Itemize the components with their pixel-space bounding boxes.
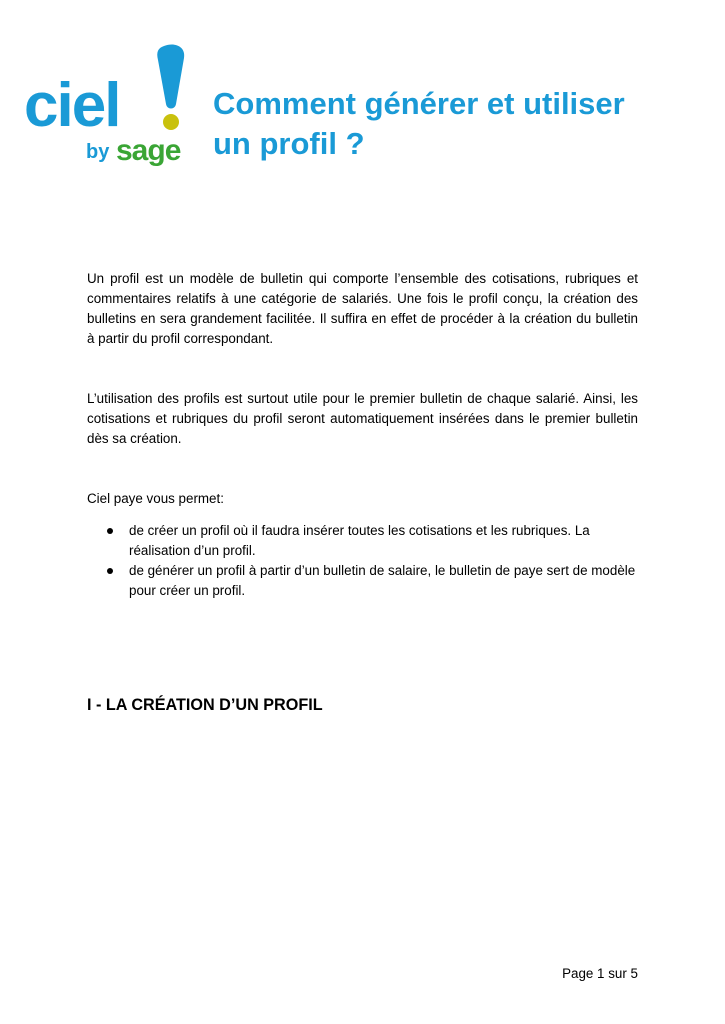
ciel-by-sage-logo bbox=[24, 42, 194, 172]
logo-by-text: by bbox=[86, 141, 110, 163]
page-title bbox=[213, 84, 683, 164]
intro-paragraph: Un profil est un modèle de bulletin qui comporte l’ensemble des cotisations, rubriques et commentaires relatifs à une catégorie de salariés. Une fois le profil conçu, la création des bulletins en sera grandement facilitée. Il suffira en effet de procéder à la création du bulletin à partir du profil correspondant. bbox=[87, 271, 638, 346]
document-body bbox=[87, 269, 638, 601]
logo-graphic bbox=[24, 42, 194, 172]
usage-paragraph: L’utilisation des profils est surtout utile pour le premier bulletin de chaque salarié. Ainsi, les cotisations et rubriques du profil seront automatiquement insérées dans le premier bulletin dès sa création. bbox=[87, 391, 638, 446]
list-item-text: de générer un profil à partir d’un bulletin de salaire, le bulletin de paye sert de modèle pour créer un profil. bbox=[129, 563, 636, 598]
page-number: Page 1 sur 5 bbox=[562, 966, 638, 981]
section-heading: I - LA CRÉATION D’UN PROFIL bbox=[87, 696, 323, 714]
bullet-icon bbox=[107, 568, 113, 574]
page-title-line1: Comment générer et utiliser bbox=[213, 86, 625, 121]
logo-sage-text: sage bbox=[116, 134, 181, 167]
list-item bbox=[87, 521, 638, 561]
logo-ciel-text: ciel bbox=[24, 71, 120, 140]
bullet-icon bbox=[107, 528, 113, 534]
logo-exclamation-bar bbox=[157, 45, 184, 109]
list-item bbox=[87, 561, 638, 601]
features-list bbox=[87, 521, 638, 601]
list-item-text: de créer un profil où il faudra insérer toutes les cotisations et les rubriques. La réalisation d’un profil. bbox=[129, 523, 590, 558]
page-title-line2: un profil ? bbox=[213, 126, 365, 161]
logo-exclamation-dot bbox=[163, 114, 179, 130]
features-intro: Ciel paye vous permet: bbox=[87, 491, 224, 506]
